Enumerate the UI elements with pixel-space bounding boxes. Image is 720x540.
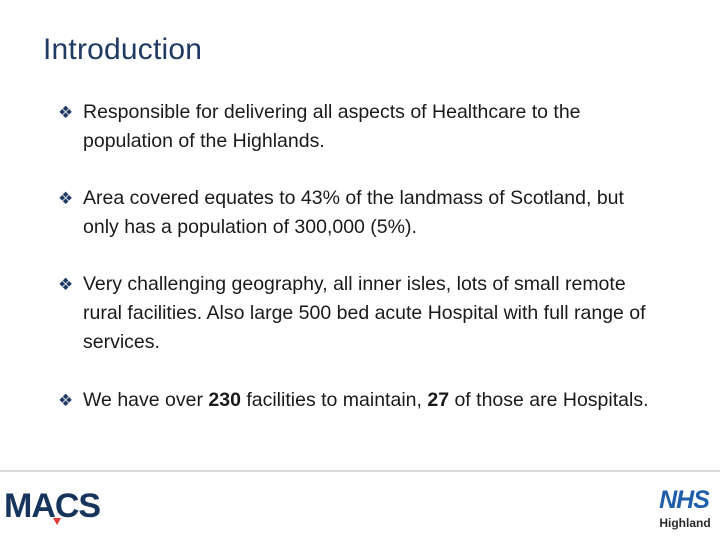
bullet-text: Area covered equates to 43% of the landmass of Scotland, but only has a population of 300,000 (5%). <box>83 187 624 238</box>
bullet-item <box>58 386 658 415</box>
bullet-text-part: We have over <box>83 389 209 411</box>
bullet-text-part: of those are Hospitals. <box>449 389 649 411</box>
bullet-text-part: facilities to maintain, <box>240 389 428 411</box>
facility-count: 230 <box>208 389 241 411</box>
bullet-text <box>83 389 648 411</box>
nhs-logo-region: Highland <box>659 516 711 530</box>
macs-logo-text: MACS <box>4 487 101 525</box>
footer-divider <box>0 470 720 472</box>
macs-logo <box>4 488 100 524</box>
macs-accent-triangle-icon <box>53 518 61 525</box>
bullet-item <box>58 98 658 156</box>
diamond-bullet-icon: ❖ <box>58 189 74 208</box>
bullet-list <box>58 98 658 443</box>
bullet-text: Very challenging geography, all inner isles, lots of small remote rural facilities. Also large 500 bed acute Hospital with full range of services. <box>83 273 646 353</box>
hospital-count: 27 <box>427 389 450 411</box>
diamond-bullet-icon: ❖ <box>58 391 74 410</box>
bullet-item <box>58 270 658 357</box>
slide-title: Introduction <box>43 33 203 66</box>
diamond-bullet-icon: ❖ <box>58 275 74 294</box>
bullet-text: Responsible for delivering all aspects of Healthcare to the population of the Highlands. <box>83 101 581 152</box>
diamond-bullet-icon: ❖ <box>58 103 74 122</box>
nhs-logo-mark: NHS <box>659 486 709 514</box>
nhs-highland-logo <box>652 485 718 535</box>
bullet-item <box>58 184 658 242</box>
